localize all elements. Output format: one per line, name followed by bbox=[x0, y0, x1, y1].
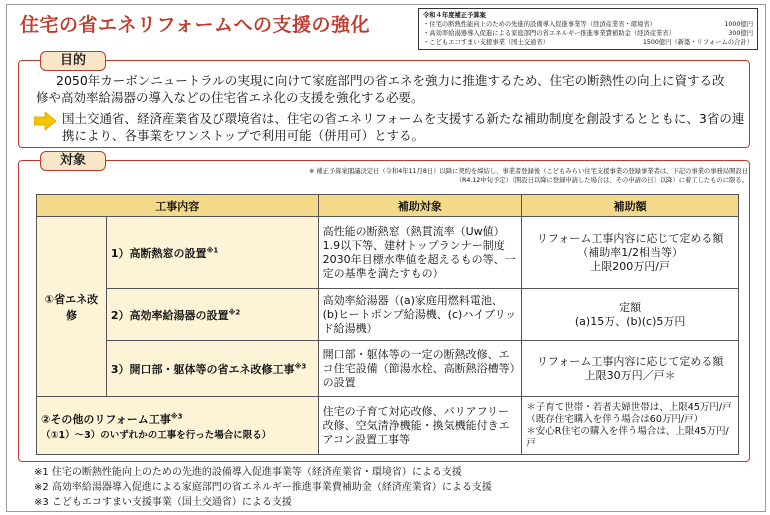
purpose-label: 目的 bbox=[40, 51, 106, 71]
target-note: ※ 補正予算案閣議決定日（令和4年11月8日）以降に契約を締結し、事業者登録後（こどもみらい住宅支援事業の登録事業者は、下記の事業の事務局開設日（R4.12中旬予定）〔開設日以降に登録申請した場合は、その申請の日〕以降）に着工したものに限る。 bbox=[309, 168, 748, 184]
table-row bbox=[37, 289, 739, 341]
budget-box bbox=[418, 8, 758, 50]
table-row bbox=[37, 217, 739, 289]
target-cell: 高効率給湯器（(a)家庭用燃料電池、(b)ヒートポンプ給湯機、(c)ハイブリッド給湯機） bbox=[318, 289, 522, 341]
purpose-point: 国土交通省、経済産業省及び環境省は、住宅の省エネリフォームを支援する新たな補助制度を創設するとともに、3省の連携により、各事業をワンストップで利用可能（併用可）とする。 bbox=[62, 111, 745, 143]
purpose-paragraph: 2050年カーボンニュートラルの実現に向けて家庭部門の省エネを強力に推進するため、住宅の断熱性の向上に資する改修や高効率給湯器の導入などの住宅省エネ化の支援を強化する必要。 bbox=[36, 73, 725, 105]
amount-cell: リフォーム工事内容に応じて定める額 上限30万円／戸＊ bbox=[522, 341, 739, 397]
subsidy-table bbox=[36, 194, 739, 455]
category-energy-retrofit: ①省エネ改修 bbox=[37, 217, 107, 397]
footnotes bbox=[34, 465, 754, 510]
header-work: 工事内容 bbox=[37, 195, 319, 217]
target-cell: 住宅の子育て対応改修、バリアフリー改修、空気清浄機能・換気機能付きエアコン設置工事等 bbox=[318, 397, 522, 455]
amount-note-cell: ＊子育て世帯・若者夫婦世帯は、上限45万円/戸（既存住宅購入を伴う場合は60万円/戸） ＊安心R住宅の購入を伴う場合は、上限45万円/戸 bbox=[522, 397, 739, 455]
work-cell: 1）高断熱窓の設置$^{※1}$ bbox=[106, 217, 318, 289]
target-cell: 開口部・躯体等の一定の断熱改修、エコ住宅設備（節湯水栓、高断熱浴槽等）の設置 bbox=[318, 341, 522, 397]
amount-cell: リフォーム工事内容に応じて定める額（補助率1/2相当等） 上限200万円/戸 bbox=[522, 217, 739, 289]
page-title: 住宅の省エネリフォームへの支援の強化 bbox=[20, 14, 371, 36]
table-header-row bbox=[37, 195, 739, 217]
table-row bbox=[37, 341, 739, 397]
footnote: ※2 高効率給湯器導入促進による家庭部門の省エネルギー推進事業費補助金（経済産業省）による支援 bbox=[34, 482, 492, 493]
work-cell: 2）高効率給湯器の設置$^{※2}$ bbox=[106, 289, 318, 341]
target-label: 対象 bbox=[40, 151, 106, 171]
budget-heading: 令和４年度補正予算案 bbox=[423, 12, 486, 19]
budget-row: ・高効率給湯器導入促進による家庭部門の省エネルギー推進事業費補助金（経済産業省） 300億円 bbox=[423, 30, 753, 37]
table-row bbox=[37, 397, 739, 455]
footnote: ※1 住宅の断熱性能向上のための先進的設備導入促進事業等（経済産業省・環境省）による支援 bbox=[34, 467, 462, 478]
budget-row: ・住宅の断熱性能向上のための先進的設備導入促進事業等（経済産業省・環境省） 1000億円 bbox=[423, 21, 753, 28]
work-cell: 3）開口部・躯体等の省エネ改修工事$^{※3}$ bbox=[106, 341, 318, 397]
header-amount: 補助額 bbox=[522, 195, 739, 217]
header-target: 補助対象 bbox=[318, 195, 522, 217]
footnote: ※3 こどもエコすまい支援事業（国土交通省）による支援 bbox=[34, 497, 292, 508]
target-cell: 高性能の断熱窓（熱貫流率（Uw値）1.9以下等、建材トップランナー制度2030年目標水準値を超えるもの等、一定の基準を満たすもの） bbox=[318, 217, 522, 289]
budget-row: ・こどもエコすまい支援事業（国土交通省） 1500億円（新築・リフォームの合計） bbox=[423, 39, 753, 46]
arrow-right-icon bbox=[34, 112, 56, 130]
amount-cell: 定額 (a)15万、(b)(c)5万円 bbox=[522, 289, 739, 341]
work-cell-other: ②その他のリフォーム工事$^{※3}$ （①1）～3）のいずれかの工事を行った場合に限る） bbox=[37, 397, 319, 455]
